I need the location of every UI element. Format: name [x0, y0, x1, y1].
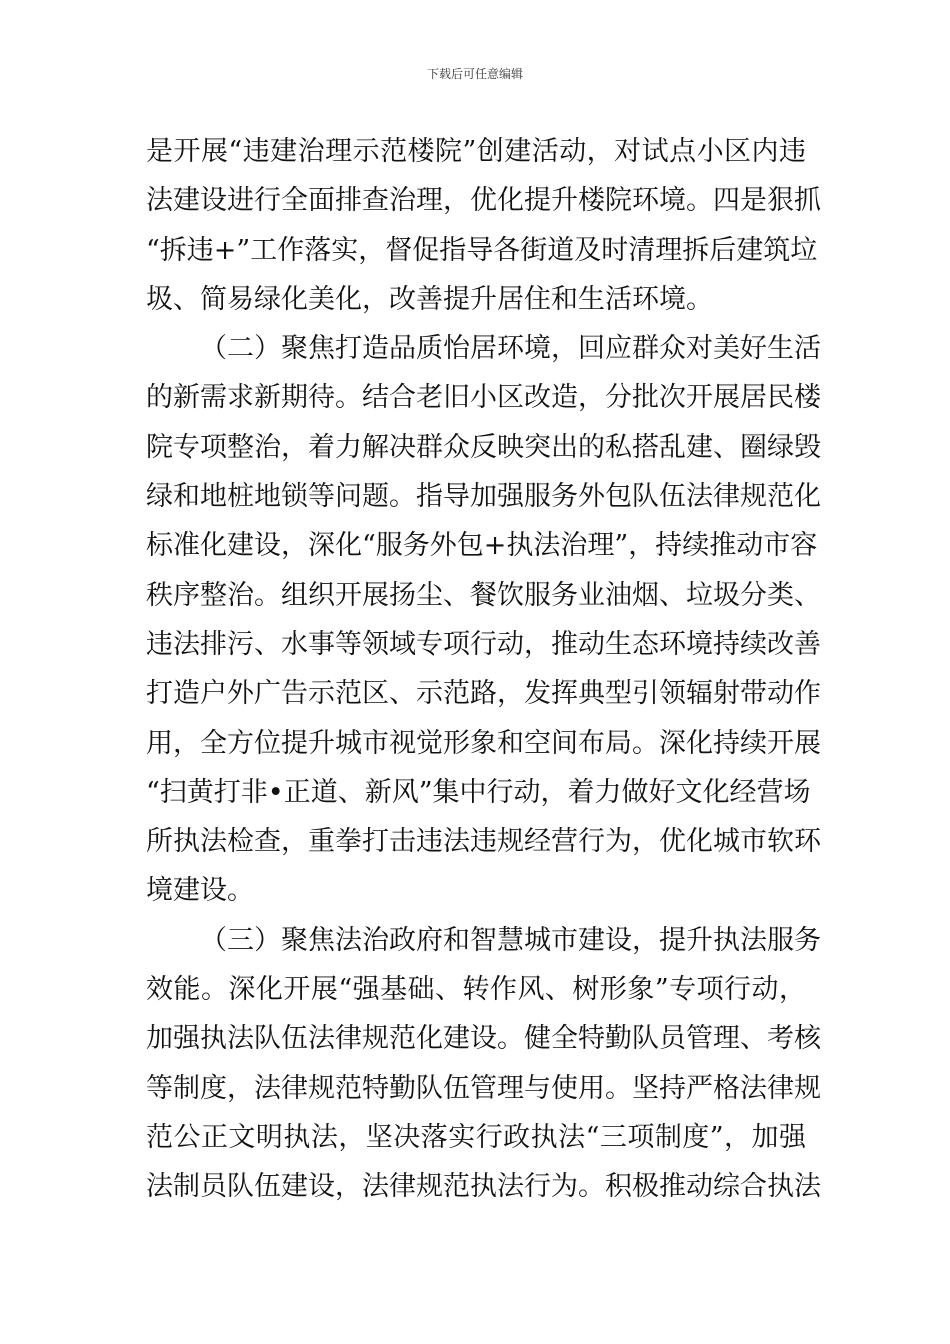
text-line: 境建设。: [146, 875, 254, 907]
text-line: 是开展“违建治理示范楼院”创建活动，对试点小区内违: [146, 136, 806, 167]
text-line: 法制员队伍建设，法律规范执法行为。积极推动综合执法: [146, 1171, 821, 1203]
text-line: 的新需求新期待。结合老旧小区改造，分批次开展居民楼: [146, 382, 821, 414]
text-line: 用，全方位提升城市视觉形象和空间布局。深化持续开展: [146, 727, 821, 759]
text-line: 等制度，法律规范特勤队伍管理与使用。坚持严格法律规: [146, 1072, 821, 1104]
text-line: 范公正文明执法，坚决落实行政执法“三项制度”，加强: [146, 1121, 806, 1153]
text-line: 打造户外广告示范区、示范路，发挥典型引领辐射带动作: [146, 678, 821, 710]
text-line: “拆违+”工作落实，督促指导各街道及时清理拆后建筑垃: [146, 234, 818, 266]
text-line: 加强执法队伍法律规范化建设。健全特勤队员管理、考核: [146, 1023, 821, 1055]
paragraph-1: [146, 127, 821, 324]
text-line: “扫黄打非•正道、新风”集中行动，着力做好文化经营场: [146, 776, 811, 808]
text-line: 标准化建设，深化“服务外包+执法治理”，持续推动市容: [146, 530, 818, 562]
text-line: 院专项整治，着力解决群众反映突出的私搭乱建、圈绿毁: [146, 431, 821, 463]
text-line: 秩序整治。组织开展扬尘、餐饮服务业油烟、垃圾分类、: [146, 579, 821, 611]
text-line: 绿和地桩地锁等问题。指导加强服务外包队伍法律规范化: [146, 481, 821, 513]
text-line: 圾、简易绿化美化，改善提升居住和生活环境。: [146, 283, 713, 315]
text-line: 所执法检查，重拳打击违法违规经营行为，优化城市软环: [146, 826, 821, 858]
text-line: 违法排污、水事等领域专项行动，推动生态环境持续改善: [146, 628, 821, 660]
paragraph-3: [146, 916, 821, 1212]
paragraph-2: [146, 324, 821, 916]
document-body: [146, 127, 821, 1212]
text-line: （三）聚焦法治政府和智慧城市建设，提升执法服务: [200, 924, 821, 956]
text-line: 法建设进行全面排查治理，优化提升楼院环境。四是狠抓: [146, 185, 821, 217]
page-header: 下载后可任意编辑: [426, 67, 523, 81]
text-line: 效能。深化开展“强基础、转作风、树形象”专项行动，: [146, 974, 806, 1006]
text-line: （二）聚焦打造品质怡居环境，回应群众对美好生活: [200, 333, 821, 365]
